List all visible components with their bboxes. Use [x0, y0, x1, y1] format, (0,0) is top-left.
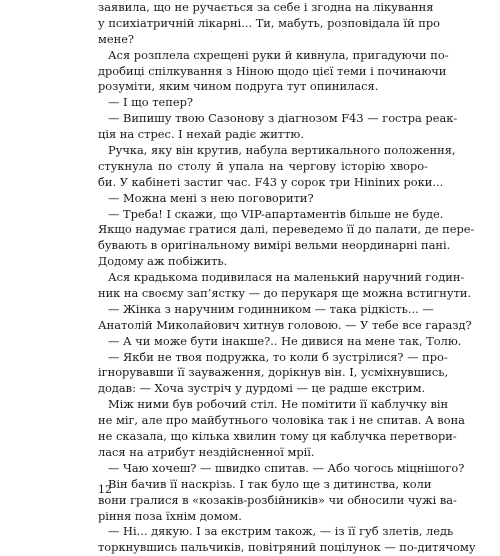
- text-line: Ася розплела схрещені руки й кивнула, пригадуючи по-: [108, 47, 449, 62]
- text-line: — А чи може бути інакше?.. Не дивися на мене так, Толю.: [108, 333, 462, 348]
- text-line: розуміти, яким чином подруга тут опинилася.: [98, 79, 379, 94]
- text-line: Якщо надумає гратися далі, переведемо її до палати, де пере-: [98, 222, 475, 237]
- text-line: — Треба! І скажи, що VIP-апартаментів більше не буде.: [108, 206, 444, 221]
- text-line: вони гралися в «козаків-розбійників» чи обносили чужі ва-: [98, 492, 457, 507]
- text-line: — Ні... дякую. І за екстрим також, — із її губ злетів, ледь: [108, 524, 454, 539]
- text-line: мене?: [98, 31, 135, 46]
- text-line: бувають в оригінальному вимірі вельми неординарні пані.: [98, 238, 451, 253]
- body-text: [98, 0, 476, 556]
- text-line: дробиці спілкування з Ніною щодо цієї теми і починаючи: [98, 63, 447, 78]
- text-line: — Жінка з наручним годинником — така рідкість... —: [108, 301, 434, 316]
- text-line: у психіатричній лікарні... Ти, мабуть, розповідала їй про: [98, 15, 441, 30]
- text-line: Ручка, яку він крутив, набула вертикального положення,: [108, 143, 456, 158]
- text-line: — Можна мені з нею поговорити?: [108, 190, 314, 205]
- text-line: ігнорувавши її зауваження, дорікнув він. І, усміхнувшись,: [98, 365, 449, 380]
- text-line: стукнула по столу й упала на чергову історію хворо-: [98, 158, 428, 173]
- text-line: Ася крадькома подивилася на маленький наручний годин-: [108, 270, 465, 285]
- text-line: додав: — Хоча зустріч у дурдомі — це радше екстрим.: [98, 381, 426, 396]
- text-line: Він бачив її наскрізь. І так було ще з дитинства, коли: [108, 476, 432, 491]
- text-line: не міг, але про майбутнього чоловіка так і не спитав. А вона: [98, 413, 465, 428]
- text-line: лася на атрибут нездійсненної мрії.: [98, 444, 315, 459]
- text-line: Між ними був робочий стіл. Не помітити її каблучку він: [108, 397, 449, 412]
- text-line: ція на стрес. І нехай радіє життю.: [98, 127, 304, 142]
- text-line: ріння поза їхнім домом.: [98, 508, 242, 523]
- text-line: Додому аж побіжить.: [98, 254, 228, 269]
- page-number: 12: [98, 483, 112, 496]
- text-line: — Чаю хочеш? — швидко спитав. — Або чогось міцнішого?: [108, 460, 465, 475]
- text-line: заявила, що не ручається за себе і згодна на лікування: [98, 0, 434, 14]
- text-line: торкнувшись пальчиків, повітряний поцілунок — по-дитячому: [98, 540, 476, 555]
- text-line: Анатолій Миколайович хитнув головою. — У тебе все гаразд?: [98, 317, 472, 332]
- text-line: — Якби не твоя подружка, то коли б зустрілися? — про-: [108, 349, 448, 364]
- text-line: — І що тепер?: [108, 95, 193, 110]
- text-line: — Випишу твою Сазонову з діагнозом F43 — гостра реак-: [108, 111, 458, 126]
- text-line: би. У кабінеті застиг час. F43 у сорок три Нininих роки...: [98, 174, 444, 189]
- text-line: не сказала, що кілька хвилин тому ця каблучка перетвори-: [98, 429, 457, 444]
- text-line: ник на своєму зап’ястку — до перукаря ще можна встигнути.: [98, 286, 472, 301]
